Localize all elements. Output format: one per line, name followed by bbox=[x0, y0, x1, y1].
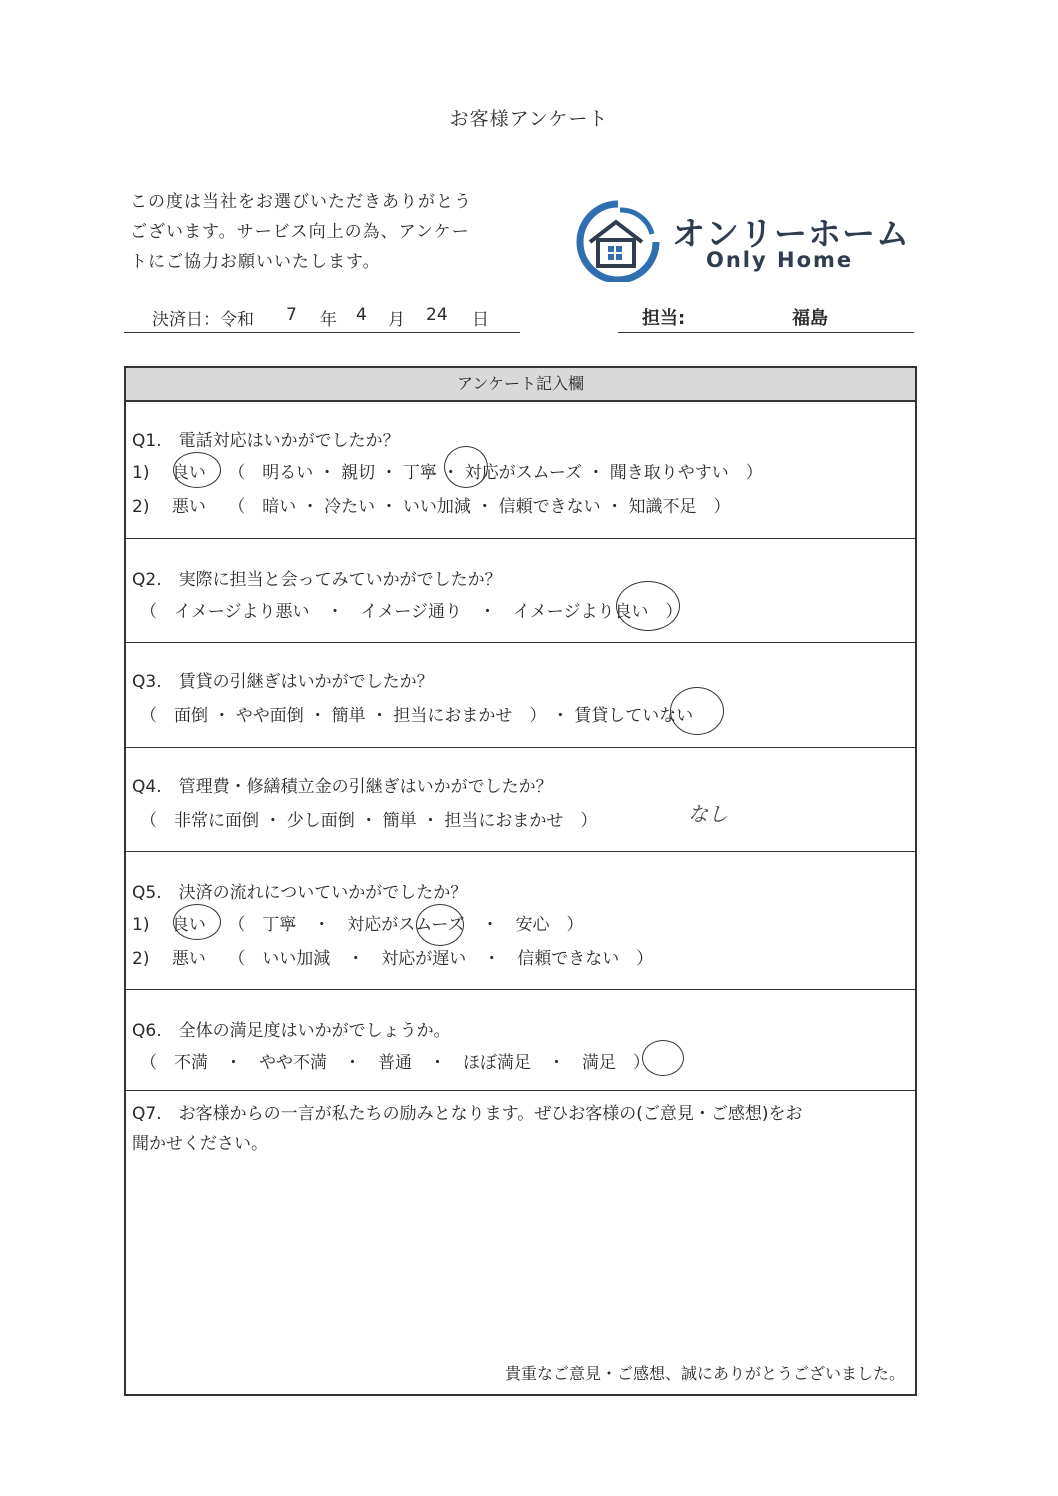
question-4 bbox=[126, 748, 915, 852]
logo-text-jp: オンリーホーム bbox=[672, 214, 910, 253]
form-header: アンケート記入欄 bbox=[126, 368, 915, 402]
staff-name: 福島 bbox=[792, 308, 828, 329]
date-year-unit: 年 bbox=[320, 310, 337, 330]
question-text: Q2. 実際に担当と会ってみていかがでしたか？ bbox=[132, 570, 502, 590]
question-6 bbox=[126, 990, 915, 1091]
date-label: 決済日：令和 bbox=[152, 310, 254, 330]
answer-line: （ 非常に面倒 ・ 少し面倒 ・ 簡単 ・ 担当におまかせ ） bbox=[140, 811, 598, 831]
question-1 bbox=[126, 402, 915, 539]
intro-text bbox=[130, 187, 472, 277]
answer-line: 1) 良い （ 丁寧 ・ 対応がスムーズ ・ 安心 ） bbox=[132, 915, 584, 935]
answer-line: （ 面倒 ・ やや面倒 ・ 簡単 ・ 担当におまかせ ） ・ 賃貸していない bbox=[140, 706, 694, 726]
answer-line: 1) 良い （ 明るい ・ 親切 ・ 丁寧 ・ 対応がスムーズ ・ 聞き取りやすい ） bbox=[132, 463, 763, 483]
question-text: Q7. お客様からの一言が私たちの励みとなります。ぜひお客様の(ご意見・ご感想)をお bbox=[132, 1104, 803, 1124]
staff-label: 担当: bbox=[642, 308, 686, 329]
date-year: 7 bbox=[286, 305, 297, 325]
handwritten-circle bbox=[642, 1040, 684, 1076]
question-text: Q4. 管理費・修繕積立金の引継ぎはいかがでしたか？ bbox=[132, 777, 553, 797]
staff-field bbox=[618, 302, 914, 333]
question-5 bbox=[126, 852, 915, 990]
date-month-unit: 月 bbox=[388, 310, 405, 330]
handwritten-circle bbox=[616, 581, 680, 631]
settlement-date bbox=[124, 302, 520, 333]
survey-form bbox=[124, 366, 917, 1396]
answer-line: 2) 悪い （ いい加減 ・ 対応が遅い ・ 信頼できない ） bbox=[132, 949, 654, 969]
question-text: 聞かせください。 bbox=[132, 1134, 268, 1154]
intro-line: この度は当社をお選びいただきありがとう bbox=[130, 192, 472, 212]
logo-text-en: Only Home bbox=[706, 248, 854, 272]
date-day: 24 bbox=[426, 305, 448, 325]
handwritten-circle bbox=[173, 452, 221, 488]
house-icon bbox=[580, 204, 656, 280]
question-text: Q6. 全体の満足度はいかがでしょうか。 bbox=[132, 1021, 451, 1041]
question-text: Q5. 決済の流れについていかがでしたか？ bbox=[132, 883, 468, 903]
question-text: Q1. 電話対応はいかがでしたか？ bbox=[132, 431, 400, 451]
answer-line: （ 不満 ・ やや不満 ・ 普通 ・ ほぼ満足 ・ 満足 ） bbox=[140, 1053, 650, 1073]
answer-line: （ イメージより悪い ・ イメージ通り ・ イメージより良い ） bbox=[140, 602, 683, 622]
question-text: Q3. 賃貸の引継ぎはいかがでしたか？ bbox=[132, 672, 434, 692]
handwritten-circle bbox=[670, 687, 724, 735]
date-month: 4 bbox=[356, 305, 367, 325]
question-2 bbox=[126, 539, 915, 643]
thanks-text: 貴重なご意見・ご感想、誠にありがとうございました。 bbox=[504, 1364, 905, 1383]
intro-line: ございます。サービス向上の為、アンケー bbox=[130, 222, 470, 242]
answer-line: 2) 悪い （ 暗い ・ 冷たい ・ いい加減 ・ 信頼できない ・ 知識不足 ） bbox=[132, 497, 731, 517]
intro-line: トにご協力お願いいたします。 bbox=[130, 252, 381, 272]
survey-title: お客様アンケート bbox=[449, 108, 609, 130]
handwritten-circle bbox=[173, 904, 221, 940]
handwritten-circle bbox=[444, 446, 488, 488]
question-7 bbox=[126, 1091, 915, 1392]
handwritten-note: なし bbox=[688, 802, 728, 826]
date-day-unit: 日 bbox=[472, 310, 489, 330]
handwritten-circle bbox=[416, 904, 464, 946]
question-3 bbox=[126, 643, 915, 748]
